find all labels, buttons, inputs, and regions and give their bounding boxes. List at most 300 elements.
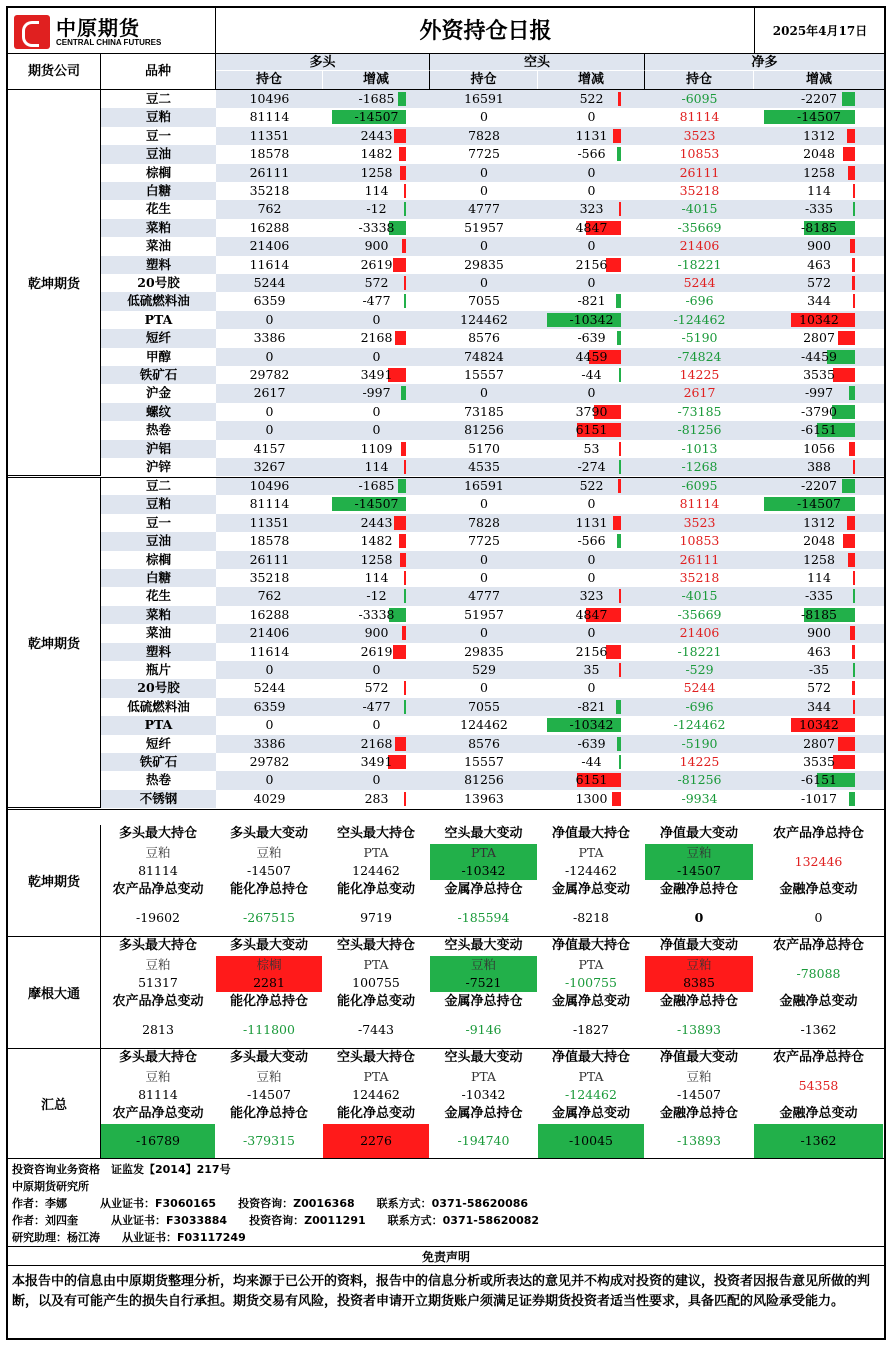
cell-value: 323 [579,201,604,217]
cell-value: 0 [480,164,488,180]
net-change-cell [754,200,884,218]
long-hold-cell [216,624,323,642]
cell-value: 1258 [803,164,835,180]
table-row [101,753,884,771]
short-change-cell [538,569,645,587]
short-hold-cell [430,551,538,569]
summary-label: 能化净总持仓 [216,1105,323,1123]
cell-value: -477 [362,293,391,309]
short-hold-cell [430,532,538,550]
variety-cell [101,440,216,458]
summary-value: -1362 [754,1012,884,1048]
summary-variety: 豆粕 [470,957,496,972]
cell-value: 21406 [679,238,720,254]
table-row [101,127,884,145]
summary-variety: 豆粕 [256,1069,282,1084]
long-hold-cell [216,256,323,274]
long-hold-cell [216,164,323,182]
cell-value: 2443 [360,514,393,530]
net-change-cell [754,698,884,716]
cell-value: 热卷 [145,772,171,788]
decrease-bar [619,368,621,382]
cell-value: 0 [587,275,596,290]
cell-value: 0 [587,183,596,198]
table-row [101,551,884,569]
cell-value: 0 [372,348,381,364]
summary-variety: 豆粕 [686,845,712,860]
net-change-cell [754,661,884,679]
cell-value: 16591 [464,91,504,106]
cell-value: 13963 [464,790,504,806]
cell-value: -4459 [800,348,838,364]
table-row [101,514,884,532]
increase-bar [853,184,855,198]
net-hold-cell [645,348,754,366]
variety-cell [101,311,216,329]
cell-value: 10853 [679,533,720,549]
long-hold-cell [216,403,323,421]
increase-bar [395,331,406,345]
cell-value: 0 [265,422,274,438]
long-hold-cell [216,532,323,550]
short-hold-cell [430,384,538,402]
increase-bar [833,755,855,769]
increase-bar [849,442,856,456]
increase-bar [401,442,407,456]
summary-label: 能化净总持仓 [216,993,323,1011]
table-row [101,274,884,292]
net-hold-cell [645,532,754,550]
short-hold-cell [430,292,538,310]
cell-value: 3386 [253,735,286,751]
increase-bar [606,645,622,659]
increase-bar [613,516,621,530]
summary-value: -8218 [538,900,645,936]
cell-value: 114 [364,183,389,198]
table-row [101,421,884,439]
short-hold-cell [430,587,538,605]
short-change-cell [538,237,645,255]
summary-value: 81114 [138,863,178,878]
summary-value: -185594 [430,900,538,936]
summary-value: -78088 [796,966,841,981]
cell-value: 1312 [803,127,835,143]
cell-value: 菜油 [145,625,171,641]
summary-value-cell [430,1068,538,1104]
summary-value-cell [430,844,538,880]
increase-bar [404,571,406,585]
long-hold-cell [216,440,323,458]
variety-cell [101,661,216,679]
net-hold-cell [645,790,754,808]
short-change-cell [538,182,645,200]
table-row [101,495,884,513]
cell-value: 菜粕 [145,606,171,622]
cell-value: 572 [807,680,831,696]
cell-value: 0 [587,109,596,125]
cell-value: 522 [579,91,604,106]
cell-value: -14507 [797,109,841,125]
long-hold-cell [216,716,323,734]
variety-cell [101,237,216,255]
summary-section [8,825,884,937]
summary-value: 2813 [101,1012,216,1048]
variety-cell [101,329,216,347]
net-hold-cell [645,200,754,218]
net-hold-cell [645,753,754,771]
increase-bar [402,626,407,640]
cell-value: 0 [587,570,596,585]
summary-value: 132446 [794,854,843,869]
cell-value: -18221 [677,643,722,659]
variety-cell [101,735,216,753]
increase-bar [394,516,407,530]
summary-value: 100755 [352,975,400,990]
cell-value: 0 [265,403,274,419]
decrease-bar [853,589,855,603]
cell-value: 2156 [575,256,608,272]
increase-bar [848,553,856,567]
increase-bar [838,331,856,345]
summary-value: -111800 [216,1012,323,1048]
increase-bar [395,737,406,751]
table-row [101,606,884,624]
short-change-cell [538,771,645,789]
summary-value: -124462 [565,1087,617,1102]
variety-cell [101,274,216,292]
cell-value: 114 [807,183,831,198]
footer-qualification: 投资咨询业务资格 证监发【2014】217号 [12,1163,231,1176]
short-change-cell [538,292,645,310]
summary-label: 多头最大持仓 [101,937,216,955]
decrease-bar [404,700,406,714]
short-change-cell [538,458,645,476]
summary-label: 农产品净总变动 [101,1105,216,1123]
short-hold-cell [430,421,538,439]
summary-value: -13893 [645,1124,754,1158]
net-hold-cell [645,458,754,476]
cell-value: 6359 [253,698,286,714]
long-hold-cell [216,90,323,108]
cell-value: 0 [265,662,274,677]
variety-cell [101,679,216,697]
increase-bar [619,202,621,216]
cell-value: -44 [581,367,602,382]
summary-value: 124462 [352,1087,400,1102]
cell-value: 4157 [253,440,286,456]
long-change-cell [323,753,430,771]
short-hold-cell [430,366,538,384]
cell-value: -73185 [677,403,722,419]
net-change-cell [754,569,884,587]
long-hold-cell [216,311,323,329]
summary-value: -16789 [101,1124,216,1158]
short-hold-cell [430,661,538,679]
cell-value: 0 [480,570,488,585]
long-change-cell [323,200,430,218]
summary-section [8,1049,884,1159]
cell-value: 0 [480,385,488,401]
cell-value: 344 [807,698,831,714]
table-row [101,90,884,108]
cell-value: 1312 [803,514,835,530]
report-page [6,6,886,1340]
summary-label: 多头最大持仓 [101,1049,216,1067]
long-change-cell [323,182,430,200]
increase-bar [606,258,622,272]
table-row [101,569,884,587]
summary-label: 空头最大变动 [430,825,538,843]
cell-value: 6359 [253,293,286,309]
cell-value: 塑料 [145,643,171,659]
net-hold-cell [645,403,754,421]
net-hold-cell [645,182,754,200]
long-change-cell [323,127,430,145]
long-change-cell [323,606,430,624]
report-date: 2025年4月17日 [772,24,868,38]
cell-value: 10853 [679,146,720,162]
col-net-change: 增减 [754,71,884,89]
variety-cell [101,495,216,513]
increase-bar [853,294,855,308]
cell-value: 1258 [803,551,835,567]
cell-value: 0 [587,238,596,254]
variety-cell [101,108,216,126]
variety-cell [101,90,216,108]
long-change-cell [323,348,430,366]
decrease-bar [404,589,406,603]
summary-value: -379315 [216,1124,323,1158]
short-hold-cell [430,164,538,182]
short-hold-cell [430,753,538,771]
variety-cell [101,219,216,237]
cell-value: 豆二 [145,91,171,106]
cell-value: 35218 [679,183,720,198]
cell-value: 29835 [464,256,504,272]
summary-label: 能化净总变动 [323,881,430,899]
cell-value: 4847 [575,606,608,622]
cell-value: 低硫燃料油 [127,698,190,714]
cell-value: 2617 [683,385,716,401]
increase-bar [404,276,407,290]
cell-value: 4535 [468,459,500,474]
long-hold-cell [216,366,323,384]
cell-value: 2048 [803,146,835,162]
decrease-bar [853,202,855,216]
short-hold-cell [430,440,538,458]
cell-value: 2807 [803,330,835,346]
decrease-bar [619,755,621,769]
cell-value: 388 [807,459,831,474]
footer-institute: 中原期货研究所 [12,1180,89,1193]
cell-value: 81114 [679,109,720,125]
cell-value: -1268 [681,459,718,474]
short-hold-cell [430,182,538,200]
cell-value: 73185 [464,403,504,419]
cell-value: 3523 [683,514,716,530]
decrease-bar [617,331,622,345]
short-change-cell [538,384,645,402]
summary-label: 金融净总持仓 [645,1105,754,1123]
cell-value: 35218 [249,183,290,198]
short-hold-cell [430,771,538,789]
cell-value: 124462 [460,311,508,327]
cell-value: PTA [144,717,173,733]
cell-value: 7828 [468,127,500,143]
summary-label: 净值最大持仓 [538,825,645,843]
cell-value: 不锈钢 [139,790,178,806]
short-change-cell [538,90,645,108]
cell-value: -4015 [681,588,718,604]
long-change-cell [323,587,430,605]
cell-value: -81256 [677,422,722,438]
variety-cell [101,145,216,163]
summary-value-cell [754,1068,884,1104]
summary-label: 净值最大变动 [645,1049,754,1067]
summary-value: -9146 [430,1012,538,1048]
table-row [101,384,884,402]
net-hold-cell [645,771,754,789]
cell-value: 26111 [679,551,720,567]
variety-cell [101,384,216,402]
summary-label: 金融净总变动 [754,881,884,899]
cell-value: 沪金 [145,385,171,401]
cell-value: 16591 [464,478,504,493]
variety-cell [101,200,216,218]
summary-value: 2276 [323,1124,430,1158]
table-row [101,108,884,126]
summary-label: 农产品净总变动 [101,881,216,899]
summary-label: 能化净总持仓 [216,881,323,899]
cell-value: 菜粕 [145,219,171,235]
cell-value: 0 [480,275,488,290]
long-change-cell [323,366,430,384]
long-hold-cell [216,421,323,439]
variety-cell [101,624,216,642]
summary-value-cell [538,844,645,880]
summary-label: 净值最大持仓 [538,1049,645,1067]
col-short-hold: 持仓 [430,71,538,89]
cell-value: 18578 [249,146,290,162]
short-hold-cell [430,495,538,513]
cell-value: -997 [804,385,834,401]
net-change-cell [754,384,884,402]
cell-value: 0 [587,385,596,401]
short-hold-cell [430,569,538,587]
cell-value: 1131 [575,127,608,143]
summary-variety: PTA [470,845,497,860]
summary-value: -14507 [677,1087,721,1102]
summary-label: 农产品净总持仓 [754,825,884,843]
cell-value: -5190 [681,735,718,751]
cell-value: 豆油 [145,533,171,549]
col-short-change: 增减 [538,71,645,89]
long-change-cell [323,716,430,734]
long-change-cell [323,532,430,550]
cell-value: 35 [583,662,600,677]
cell-value: 15557 [464,367,504,382]
variety-cell [101,698,216,716]
col-company: 期货公司 [8,54,101,89]
summary-variety: 豆粕 [145,845,171,860]
summary-value-cell [645,844,754,880]
short-hold-cell [430,458,538,476]
summary-label: 多头最大变动 [216,1049,323,1067]
cell-value: 0 [480,551,488,567]
summary-label: 多头最大变动 [216,825,323,843]
short-hold-cell [430,200,538,218]
variety-cell [101,256,216,274]
summary-value: -1362 [754,1124,884,1158]
cell-value: 14225 [679,367,720,382]
long-change-cell [323,145,430,163]
net-change-cell [754,256,884,274]
cell-value: 豆二 [145,478,171,493]
cell-value: 762 [257,201,282,217]
cell-value: 热卷 [145,422,171,438]
summary-label: 金属净总持仓 [430,993,538,1011]
cell-value: -1685 [358,91,395,106]
net-hold-cell [645,569,754,587]
cell-value: 2443 [360,127,393,143]
cell-value: 5170 [468,440,500,456]
decrease-bar [849,792,855,806]
net-change-cell [754,458,884,476]
net-hold-cell [645,90,754,108]
cell-value: 白糖 [145,183,171,198]
cell-value: 3491 [360,367,393,382]
summary-value-cell [754,844,884,880]
net-hold-cell [645,551,754,569]
cell-value: 2619 [360,256,393,272]
summary-value: 81114 [138,1087,178,1102]
cell-value: -3790 [800,403,838,419]
long-change-cell [323,329,430,347]
cell-value: 7725 [468,533,500,549]
decrease-bar [616,700,622,714]
short-change-cell [538,421,645,439]
cell-value: 1109 [360,440,393,456]
summary-company-label: 汇总 [8,1049,101,1158]
net-hold-cell [645,624,754,642]
long-change-cell [323,495,430,513]
long-hold-cell [216,292,323,310]
table-row [101,458,884,476]
decrease-bar [617,147,621,161]
cell-value: 0 [480,680,488,696]
cell-value: -81256 [677,772,722,788]
net-change-cell [754,292,884,310]
summary-label: 多头最大持仓 [101,825,216,843]
long-hold-cell [216,145,323,163]
increase-bar [394,129,407,143]
decrease-bar [398,479,407,493]
cell-value: 2168 [360,735,393,751]
long-hold-cell [216,753,323,771]
table-row [101,440,884,458]
long-change-cell [323,108,430,126]
summary-company-label: 乾坤期货 [8,825,101,936]
increase-bar [613,129,621,143]
increase-bar [393,258,407,272]
cell-value: 26111 [249,551,290,567]
cell-value: 572 [364,275,389,290]
cell-value: 5244 [253,275,286,290]
cell-value: -2207 [800,91,838,106]
cell-value: 344 [807,293,831,309]
summary-value-cell [538,1068,645,1104]
short-hold-cell [430,643,538,661]
